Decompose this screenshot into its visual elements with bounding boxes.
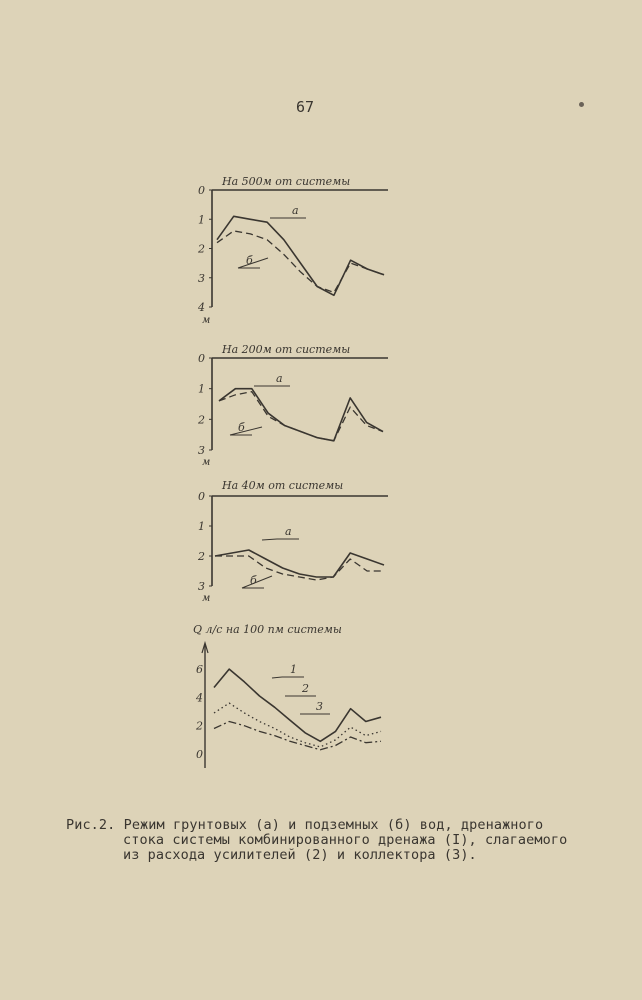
y-tick-label: 2 [198, 550, 205, 563]
y-tick-label: 1 [198, 213, 205, 227]
caption-line-2: стока системы комбинированного дренажа (I), слагаемого [123, 832, 568, 848]
caption-line-1: Рис.2. Режим грунтовых (а) и подземных (б) вод, дренажного [66, 817, 544, 833]
caption-line-3: из расхода усилителей (2) и коллектора (3). [123, 847, 477, 863]
y-tick-label: 0 [198, 184, 205, 197]
series-line-а [215, 550, 384, 577]
y-tick-label: 0 [198, 490, 205, 503]
series-label: 3 [316, 700, 323, 713]
y-tick-label: 3 [198, 580, 205, 593]
y-axis-label: м [202, 315, 211, 326]
y-tick-label: 2 [198, 242, 205, 256]
label-leader [272, 677, 282, 678]
series-line-б [215, 556, 384, 580]
y-tick-label: 1 [198, 382, 205, 396]
series-line-2 [214, 703, 381, 747]
label-leader [242, 576, 272, 588]
series-label: 1 [290, 663, 297, 676]
chart-40m [197, 479, 388, 604]
y-tick-label: 0 [198, 352, 205, 365]
y-tick-label: 2 [196, 719, 203, 733]
chart-discharge [193, 623, 381, 768]
series-label: а [276, 372, 283, 385]
y-tick-label: 4 [198, 301, 205, 314]
chart-title: На 500м от системы [222, 175, 351, 188]
series-label: а [285, 525, 292, 538]
label-leader [230, 427, 262, 435]
page-number: 67 [296, 98, 315, 116]
y-axis-label: м [202, 593, 211, 604]
chart-title: На 200м от системы [222, 343, 351, 356]
chart-title: На 40м от системы [222, 479, 344, 492]
y-tick-label: 2 [198, 413, 205, 427]
chart-500m [197, 175, 388, 326]
chart-title: Q л/с на 100 пм системы [193, 623, 342, 636]
series-label: б [238, 421, 245, 434]
label-leader [238, 258, 268, 268]
y-tick-label: 1 [198, 520, 205, 533]
y-tick-label: 3 [198, 271, 205, 285]
ink-speck [579, 102, 584, 107]
series-label: б [246, 254, 253, 267]
y-tick-label: 6 [196, 663, 203, 677]
series-label: б [250, 574, 257, 587]
y-tick-label: 4 [196, 691, 203, 705]
series-line-а [217, 216, 384, 295]
y-axis-label: м [202, 457, 211, 468]
label-leader [262, 539, 277, 540]
series-label: а [292, 204, 299, 217]
y-tick-label: 3 [198, 444, 205, 457]
series-label: 2 [302, 682, 309, 695]
figure-caption [66, 818, 586, 863]
y-tick-label: 0 [196, 748, 203, 761]
chart-200m [197, 343, 388, 468]
series-line-б [217, 231, 384, 293]
